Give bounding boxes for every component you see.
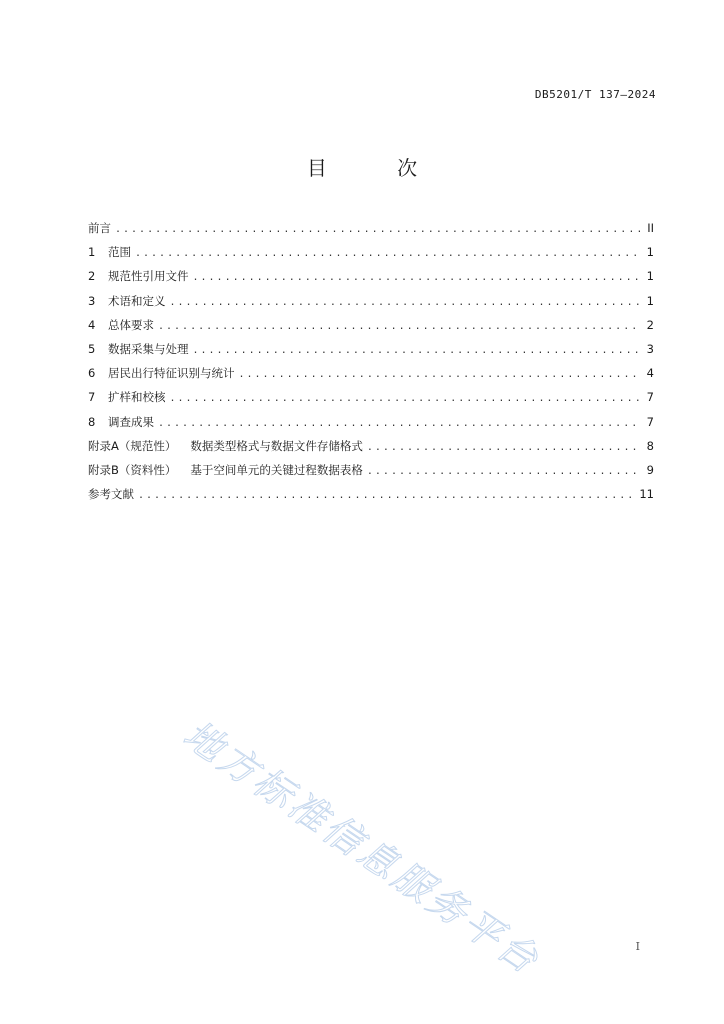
- toc-label: 居民出行特征识别与统计: [108, 366, 235, 381]
- toc-page: 7: [646, 414, 654, 429]
- toc-label: 范围: [108, 245, 131, 260]
- toc-page: II: [647, 221, 654, 235]
- toc-number: 2: [88, 269, 96, 284]
- toc-number: 8: [88, 414, 96, 429]
- toc-label: 前言: [88, 221, 111, 235]
- toc-label: 数据采集与处理: [108, 341, 189, 356]
- toc-leader: [158, 315, 640, 339]
- toc-label: 规范性引用文件: [108, 269, 189, 284]
- toc-entry-7[interactable]: [88, 385, 654, 409]
- document-code: DB5201/T 137—2024: [534, 88, 656, 101]
- toc-label: 参考文献: [88, 487, 134, 502]
- toc-page: 7: [646, 390, 654, 405]
- toc-page: 2: [646, 317, 654, 332]
- table-of-contents: [88, 216, 654, 506]
- toc-leader: [138, 484, 635, 508]
- page-title: 目 次: [306, 156, 450, 180]
- toc-leader: [193, 266, 641, 290]
- toc-entry-5[interactable]: [88, 337, 654, 361]
- toc-entry-4[interactable]: [88, 313, 654, 337]
- watermark: 地方标准信息服务平台: [175, 712, 549, 984]
- toc-label: 调查成果: [108, 414, 154, 429]
- toc-number: 3: [88, 293, 96, 308]
- toc-number: 6: [88, 366, 96, 381]
- toc-sublabel: 基于空间单元的关键过程数据表格: [190, 462, 363, 477]
- toc-page: 4: [646, 366, 654, 381]
- toc-label: 总体要求: [108, 317, 154, 332]
- toc-entry-6[interactable]: [88, 361, 654, 385]
- toc-label: 附录A（规范性）: [88, 438, 177, 453]
- toc-number: 4: [88, 317, 96, 332]
- toc-page: 8: [646, 438, 654, 453]
- toc-entry-2[interactable]: [88, 264, 654, 288]
- toc-label: 扩样和校核: [108, 390, 166, 405]
- toc-entry-8[interactable]: [88, 410, 654, 434]
- toc-entry-references[interactable]: [88, 482, 654, 506]
- toc-label: 附录B（资料性）: [88, 462, 177, 477]
- toc-page: 1: [646, 245, 654, 260]
- toc-number: 5: [88, 341, 96, 356]
- toc-page: 11: [639, 487, 654, 502]
- toc-label: 术语和定义: [108, 293, 166, 308]
- toc-page: 1: [646, 293, 654, 308]
- toc-entry-3[interactable]: [88, 289, 654, 313]
- toc-number: 1: [88, 245, 96, 260]
- toc-sublabel: 数据类型格式与数据文件存储格式: [190, 438, 363, 453]
- page-number: I: [635, 940, 640, 953]
- toc-leader: [367, 460, 640, 484]
- toc-leader: [115, 218, 640, 242]
- toc-page: 1: [646, 269, 654, 284]
- toc-entry-foreword[interactable]: [88, 216, 654, 240]
- toc-entry-1[interactable]: [88, 240, 654, 264]
- toc-leader: [193, 339, 641, 363]
- toc-leader: [135, 242, 640, 266]
- toc-page: 3: [646, 341, 654, 356]
- toc-number: 7: [88, 390, 96, 405]
- toc-entry-appendix-b[interactable]: [88, 458, 654, 482]
- toc-leader: [367, 436, 640, 460]
- toc-leader: [170, 387, 641, 411]
- toc-entry-appendix-a[interactable]: [88, 434, 654, 458]
- toc-leader: [158, 412, 640, 436]
- toc-leader: [239, 363, 641, 387]
- toc-page: 9: [646, 462, 654, 477]
- toc-leader: [170, 291, 641, 315]
